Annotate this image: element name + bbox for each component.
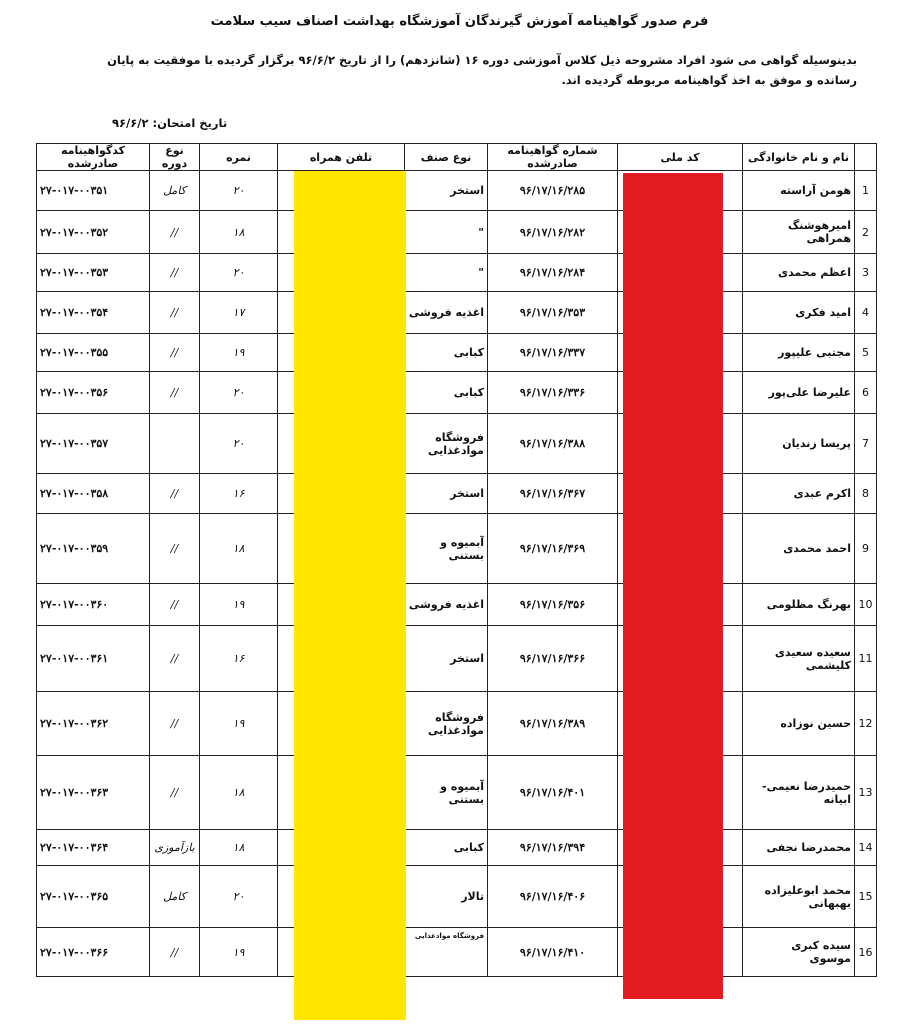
score: ۱۸ [200,514,278,584]
table-row [37,414,877,474]
person-name: محمد ابوعلیزاده بهبهانی [743,866,855,928]
row-index: 1 [855,171,877,211]
col-cert-code: کدگواهینامه صادرشده [37,144,150,171]
person-name: سیده کبری موسوی [743,928,855,977]
col-cert-number: شماره گواهینامه صادرشده [488,144,618,171]
table-row [37,928,877,977]
cert-code: ۲۷-۰۱۷-۰۰۳۵۵ [37,334,150,372]
course-type: // [150,334,200,372]
business-category: استخر [405,171,488,211]
col-course-type: نوع دوره [150,144,200,171]
score: ۱۹ [200,928,278,977]
row-index: 13 [855,756,877,830]
business-category: " [405,211,488,254]
business-category: فروشگاه موادغذایی [405,928,488,977]
course-type: // [150,211,200,254]
person-name: حمیدرضا نعیمی- ابیانه [743,756,855,830]
score: ۱۸ [200,756,278,830]
business-category: اغذیه فروشی [405,584,488,626]
score: ۲۰ [200,866,278,928]
table-row [37,756,877,830]
score: ۱۹ [200,692,278,756]
course-type: // [150,756,200,830]
score: ۱۸ [200,211,278,254]
row-index: 3 [855,254,877,292]
cert-code: ۲۷-۰۱۷-۰۰۳۵۸ [37,474,150,514]
person-name: سعیده سعیدی کلیشمی [743,626,855,692]
person-name: مجتبی علیپور [743,334,855,372]
cert-code: ۲۷-۰۱۷-۰۰۳۵۷ [37,414,150,474]
cert-number: ۹۶/۱۷/۱۶/۳۸۸ [488,414,618,474]
table-row [37,171,877,211]
table-row [37,474,877,514]
score: ۱۹ [200,584,278,626]
cert-number: ۹۶/۱۷/۱۶/۳۳۷ [488,334,618,372]
table-row [37,254,877,292]
table-row [37,334,877,372]
phone-redaction [294,171,406,1020]
certificate-table [36,143,877,977]
business-category: استخر [405,474,488,514]
cert-code: ۲۷-۰۱۷-۰۰۳۵۴ [37,292,150,334]
course-type: // [150,372,200,414]
col-name: نام و نام خانوادگی [743,144,855,171]
business-category: فروشگاه موادغذایی [405,692,488,756]
cert-number: ۹۶/۱۷/۱۶/۳۵۶ [488,584,618,626]
cert-code: ۲۷-۰۱۷-۰۰۳۶۳ [37,756,150,830]
col-score: نمره [200,144,278,171]
course-type: // [150,292,200,334]
cert-number: ۹۶/۱۷/۱۶/۳۶۹ [488,514,618,584]
person-name: اعظم محمدی [743,254,855,292]
business-category: " [405,254,488,292]
score: ۲۰ [200,372,278,414]
cert-number: ۹۶/۱۷/۱۶/۳۸۹ [488,692,618,756]
row-index: 10 [855,584,877,626]
col-national-id: کد ملی [618,144,743,171]
cert-number: ۹۶/۱۷/۱۶/۴۰۱ [488,756,618,830]
table-row [37,211,877,254]
cert-code: ۲۷-۰۱۷-۰۰۳۵۳ [37,254,150,292]
person-name: علیرضا علی‌پور [743,372,855,414]
person-name: هومن آراسته [743,171,855,211]
cert-number: ۹۶/۱۷/۱۶/۳۹۴ [488,830,618,866]
course-type: // [150,692,200,756]
cert-number: ۹۶/۱۷/۱۶/۳۶۷ [488,474,618,514]
col-index [855,144,877,171]
row-index: 6 [855,372,877,414]
person-name: امید فکری [743,292,855,334]
business-category: استخر [405,626,488,692]
row-index: 2 [855,211,877,254]
business-category: آبمیوه و بستنی [405,514,488,584]
table-row [37,866,877,928]
person-name: امیرهوشنگ همراهی [743,211,855,254]
person-name: بهرنگ مظلومی [743,584,855,626]
row-index: 12 [855,692,877,756]
person-name: احمد محمدی [743,514,855,584]
score: ۲۰ [200,254,278,292]
cert-code: ۲۷-۰۱۷-۰۰۳۶۲ [37,692,150,756]
course-type: // [150,584,200,626]
table-row [37,626,877,692]
page-title: فرم صدور گواهینامه آموزش گیرندگان آموزشگاه بهداشت اصناف سیب سلامت [210,14,709,29]
cert-number: ۹۶/۱۷/۱۶/۲۸۴ [488,254,618,292]
cert-number: ۹۶/۱۷/۱۶/۲۸۲ [488,211,618,254]
row-index: 4 [855,292,877,334]
score: ۱۹ [200,334,278,372]
table-row [37,372,877,414]
business-category: کبابی [405,334,488,372]
course-type: // [150,254,200,292]
cert-code: ۲۷-۰۱۷-۰۰۳۵۹ [37,514,150,584]
row-index: 8 [855,474,877,514]
score: ۱۸ [200,830,278,866]
person-name: پریسا زندیان [743,414,855,474]
cert-number: ۹۶/۱۷/۱۶/۳۶۶ [488,626,618,692]
table-row [37,830,877,866]
cert-code: ۲۷-۰۱۷-۰۰۳۵۶ [37,372,150,414]
table-row [37,692,877,756]
cert-number: ۹۶/۱۷/۱۶/۳۵۳ [488,292,618,334]
score: ۱۶ [200,474,278,514]
cert-code: ۲۷-۰۱۷-۰۰۳۶۰ [37,584,150,626]
col-category: نوع صنف [405,144,488,171]
course-type: // [150,514,200,584]
row-index: 16 [855,928,877,977]
intro-paragraph: بدینوسیله گواهی می شود افراد مشروحه ذیل کلاس آموزشی دوره ۱۶ (شانزدهم) را از تاریخ ۹۶/۶/۲ برگزار گردیده با موفقیت به پایان رسانده و موفق به اخذ گواهینامه مربوطه گردیده اند. [107,53,857,87]
table-row [37,292,877,334]
person-name: اکرم عبدی [743,474,855,514]
row-index: 5 [855,334,877,372]
row-index: 14 [855,830,877,866]
table-row [37,514,877,584]
row-index: 15 [855,866,877,928]
business-category: کبابی [405,830,488,866]
business-category: اغذیه فروشی [405,292,488,334]
course-type [150,414,200,474]
cert-number: ۹۶/۱۷/۱۶/۲۸۵ [488,171,618,211]
exam-date: تاریخ امتحان: ۹۶/۶/۲ [112,116,228,130]
cert-number: ۹۶/۱۷/۱۶/۳۳۶ [488,372,618,414]
business-category: فروشگاه موادغذایی [405,414,488,474]
business-category: کبابی [405,372,488,414]
cert-code: ۲۷-۰۱۷-۰۰۳۶۱ [37,626,150,692]
cert-code: ۲۷-۰۱۷-۰۰۳۶۶ [37,928,150,977]
score: ۲۰ [200,414,278,474]
person-name: حسین نوزاده [743,692,855,756]
table-row [37,584,877,626]
course-type: کامل [150,866,200,928]
course-type: // [150,474,200,514]
course-type: // [150,626,200,692]
col-phone: تلفن همراه [278,144,405,171]
national-id-redaction [623,173,723,999]
table-header-row [37,144,877,171]
score: ۱۶ [200,626,278,692]
cert-code: ۲۷-۰۱۷-۰۰۳۵۲ [37,211,150,254]
row-index: 9 [855,514,877,584]
row-index: 7 [855,414,877,474]
cert-code: ۲۷-۰۱۷-۰۰۳۶۴ [37,830,150,866]
cert-number: ۹۶/۱۷/۱۶/۴۰۶ [488,866,618,928]
course-type: کامل [150,171,200,211]
course-type: // [150,928,200,977]
score: ۲۰ [200,171,278,211]
business-category: تالار [405,866,488,928]
cert-code: ۲۷-۰۱۷-۰۰۳۵۱ [37,171,150,211]
cert-code: ۲۷-۰۱۷-۰۰۳۶۵ [37,866,150,928]
row-index: 11 [855,626,877,692]
score: ۱۷ [200,292,278,334]
business-category: آبمیوه و بستنی [405,756,488,830]
cert-number: ۹۶/۱۷/۱۶/۴۱۰ [488,928,618,977]
person-name: محمدرضا نجفی [743,830,855,866]
course-type: بازآموزی [150,830,200,866]
